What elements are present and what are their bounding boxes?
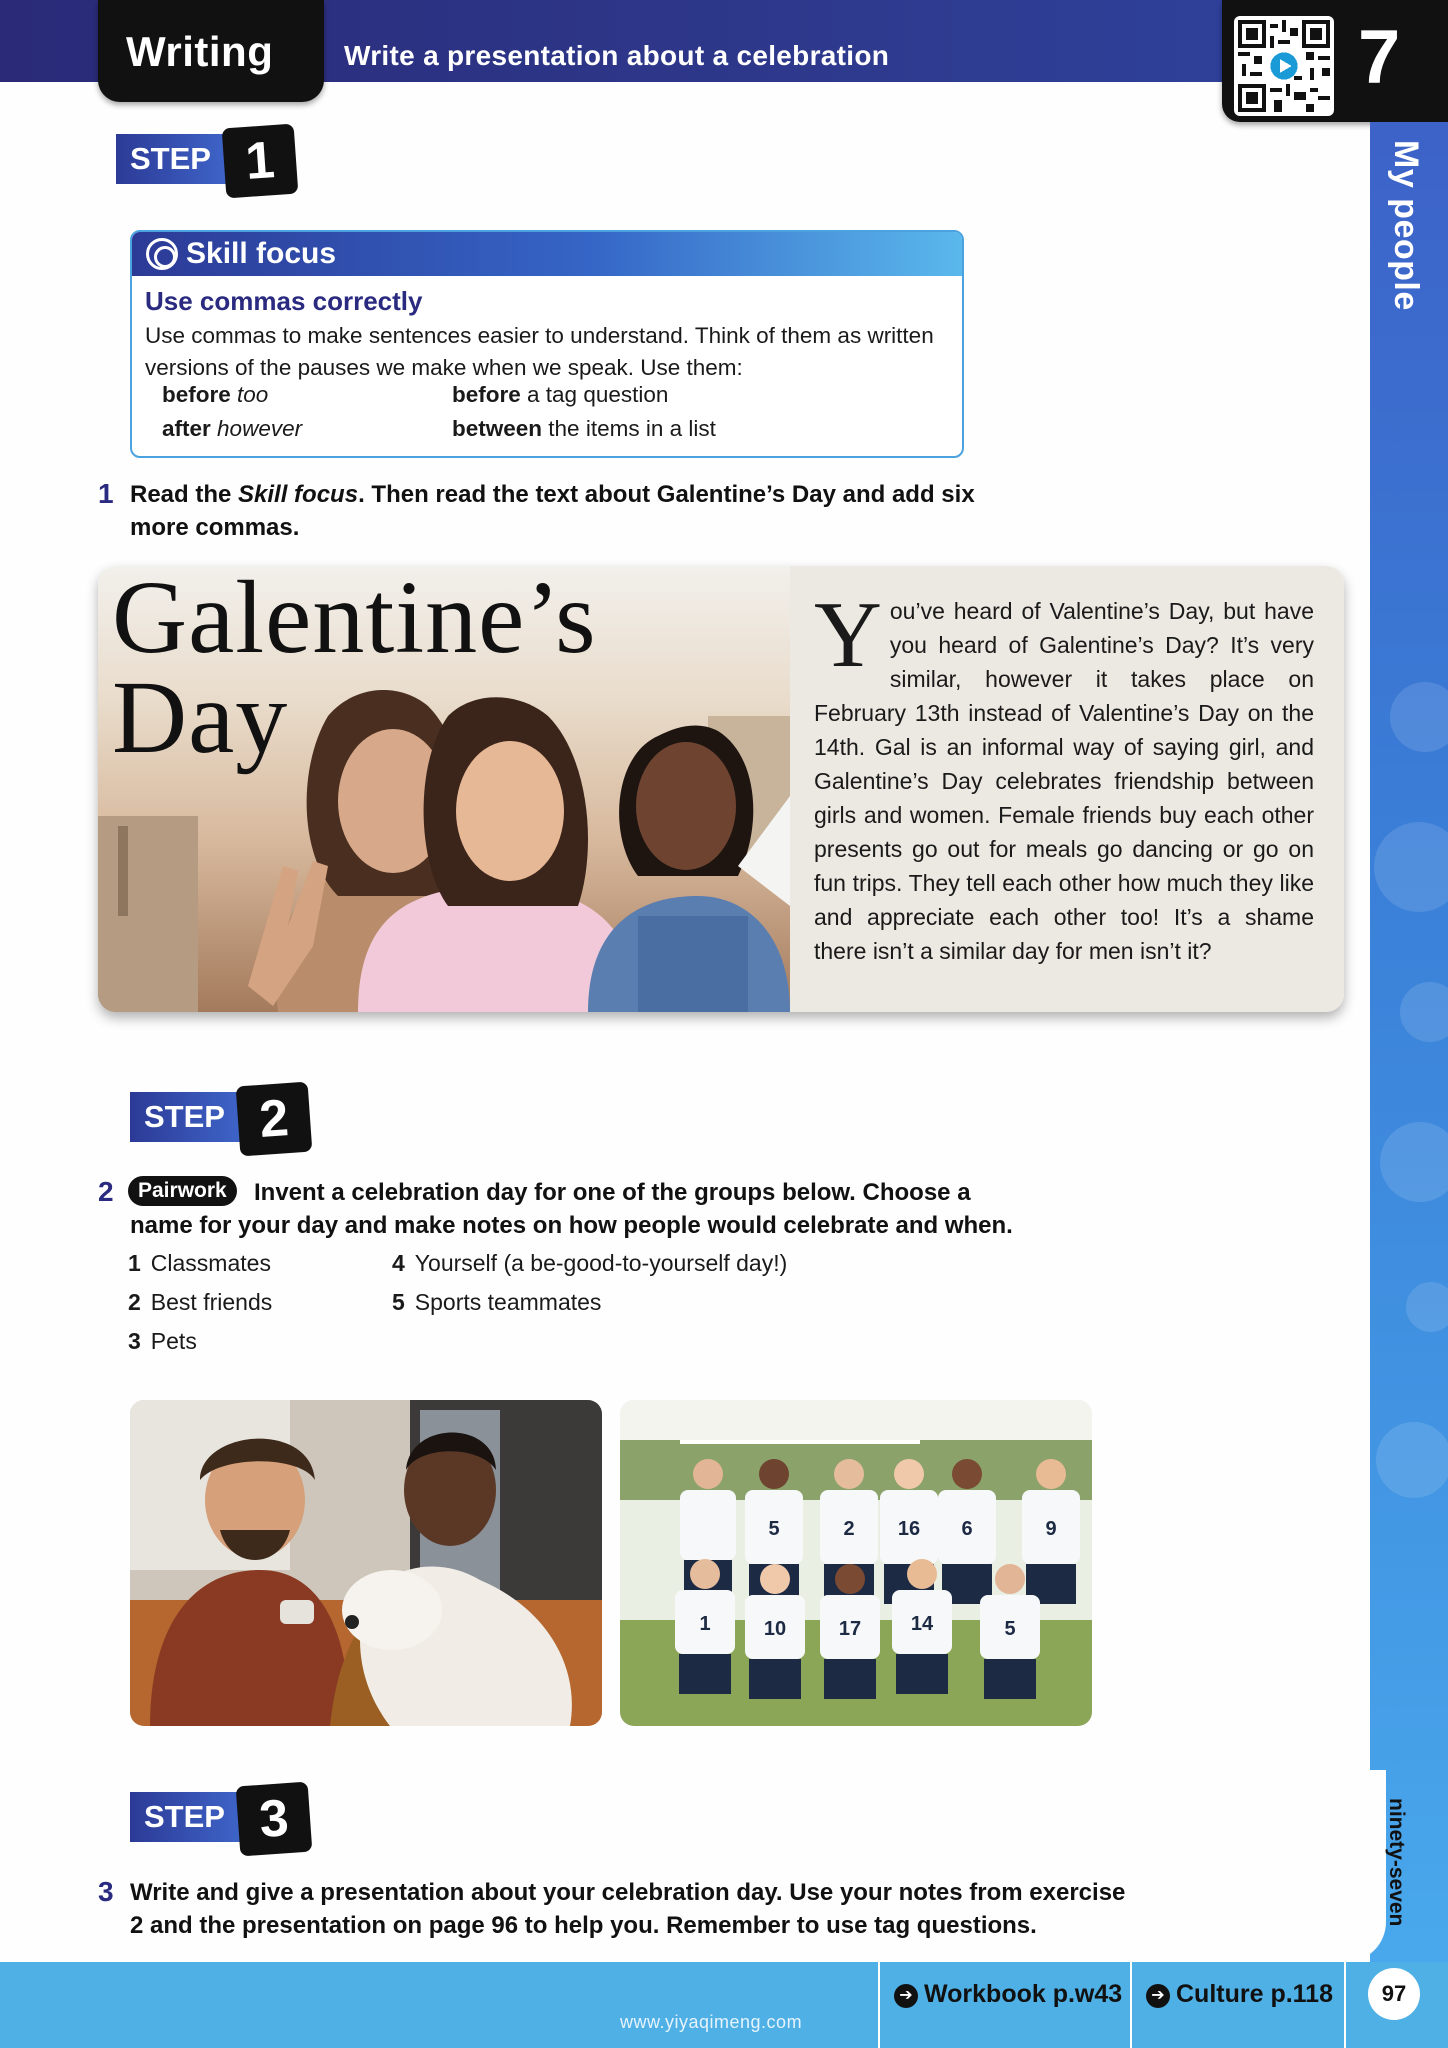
step-number: 1	[222, 124, 299, 199]
jersey-number: 2	[843, 1518, 855, 1540]
exercise-2-number: 2	[98, 1176, 114, 1207]
pairwork-badge: Pairwork	[128, 1176, 237, 1206]
step-number: 2	[236, 1082, 313, 1157]
skill-body: Use commas to make sentences easier to understand. Think of them as written versions of the pauses we make when we speak. Use them:	[145, 323, 934, 380]
jersey-number: 14	[910, 1613, 934, 1635]
exercise-3-line2: 2 and the presentation on page 96 to help you. Remember to use tag questions.	[130, 1912, 1037, 1939]
jersey-number: 5	[768, 1518, 780, 1540]
unit-number: 7	[1358, 15, 1401, 100]
culture-link[interactable]: ➔ Culture p.118	[1130, 1962, 1344, 2048]
team-photo	[620, 1400, 1092, 1726]
step-label: STEP	[130, 1092, 241, 1142]
step-3-badge	[130, 1784, 320, 1848]
list-item: 3 Pets	[128, 1328, 197, 1354]
pet-photo	[130, 1400, 602, 1726]
list-item: 4 Yourself (a be-good-to-yourself day!)	[392, 1250, 788, 1276]
step-label: STEP	[130, 1792, 241, 1842]
jersey-number: 17	[838, 1618, 862, 1640]
list-item: 1 Classmates	[128, 1250, 271, 1276]
step-2-badge	[130, 1084, 320, 1148]
exercise-3-line1: Write and give a presentation about your celebration day. Use your notes from exercise	[130, 1879, 1126, 1906]
exercise-2-line1: Invent a celebration day for one of the groups below. Choose a	[254, 1179, 971, 1206]
unit-box	[1222, 0, 1448, 122]
list-item: 5 Sports teammates	[392, 1289, 602, 1315]
list-item: 2 Best friends	[128, 1289, 273, 1315]
skill-focus-header	[132, 232, 962, 276]
exercise-1-text: Read the Skill focus. Then read the text about Galentine’s Day and add six more commas.	[130, 481, 975, 541]
page-title: Write a presentation about a celebration	[344, 40, 890, 71]
website-watermark: www.yiyaqimeng.com	[620, 2012, 803, 2032]
jersey-number: 9	[1045, 1518, 1057, 1540]
section-tab	[98, 0, 324, 102]
step-number: 3	[236, 1782, 313, 1857]
jersey-number: 6	[961, 1518, 973, 1540]
exercise-1-number: 1	[98, 478, 114, 509]
jersey-number: 1	[699, 1613, 711, 1635]
qr-code-icon[interactable]	[1234, 16, 1334, 116]
rule-item: after however	[162, 416, 303, 441]
side-band	[1370, 122, 1448, 1962]
arrow-right-icon: ➔	[1146, 1984, 1170, 2008]
exercise-3-number: 3	[98, 1876, 114, 1907]
skill-subheading: Use commas correctly	[145, 286, 423, 316]
target-icon	[146, 238, 178, 270]
exercise-2-line2: name for your day and make notes on how people would celebrate and when.	[130, 1212, 1013, 1239]
rule-item: between the items in a list	[452, 416, 716, 441]
jersey-number: 5	[1004, 1618, 1016, 1640]
section-title: Writing	[126, 28, 274, 75]
rule-item: before too	[162, 382, 269, 407]
band-curve	[1346, 1770, 1386, 1962]
friends-photo	[98, 566, 790, 1012]
rule-item: before a tag question	[452, 382, 669, 407]
galentine-text-panel	[790, 566, 1344, 1012]
galentine-title: Galentine’s Day	[112, 566, 597, 775]
step-label: STEP	[116, 134, 227, 184]
jersey-number: 16	[897, 1518, 921, 1540]
skill-focus-heading: Skill focus	[186, 237, 337, 270]
page-words: ninety-seven	[1385, 1798, 1408, 1927]
skill-focus-box	[130, 230, 964, 458]
galentine-panel	[98, 566, 1344, 1012]
chapter-title: My people	[1387, 140, 1425, 311]
page-number: 97	[1368, 1968, 1420, 2020]
drop-cap: Y	[814, 583, 882, 687]
galentine-paragraph: You’ve heard of Valentine’s Day, but have you heard of Galentine’s Day? It’s very similar, however it takes place on February 13th instead of Valentine’s Day on the 14th. Gal is an informal way of saying girl, and Galentine’s Day celebrates friendship between girls and women. Female friends buy each other presents go out for meals go dancing or go on fun trips. They tell each other how much they like and appreciate each other too! It’s a shame there isn’t a similar day for men isn’t it?	[814, 583, 1314, 964]
workbook-link[interactable]: ➔ Workbook p.w43	[878, 1962, 1130, 2048]
step-1-badge	[116, 126, 306, 190]
arrow-right-icon: ➔	[894, 1984, 918, 2008]
jersey-number: 10	[763, 1618, 787, 1640]
